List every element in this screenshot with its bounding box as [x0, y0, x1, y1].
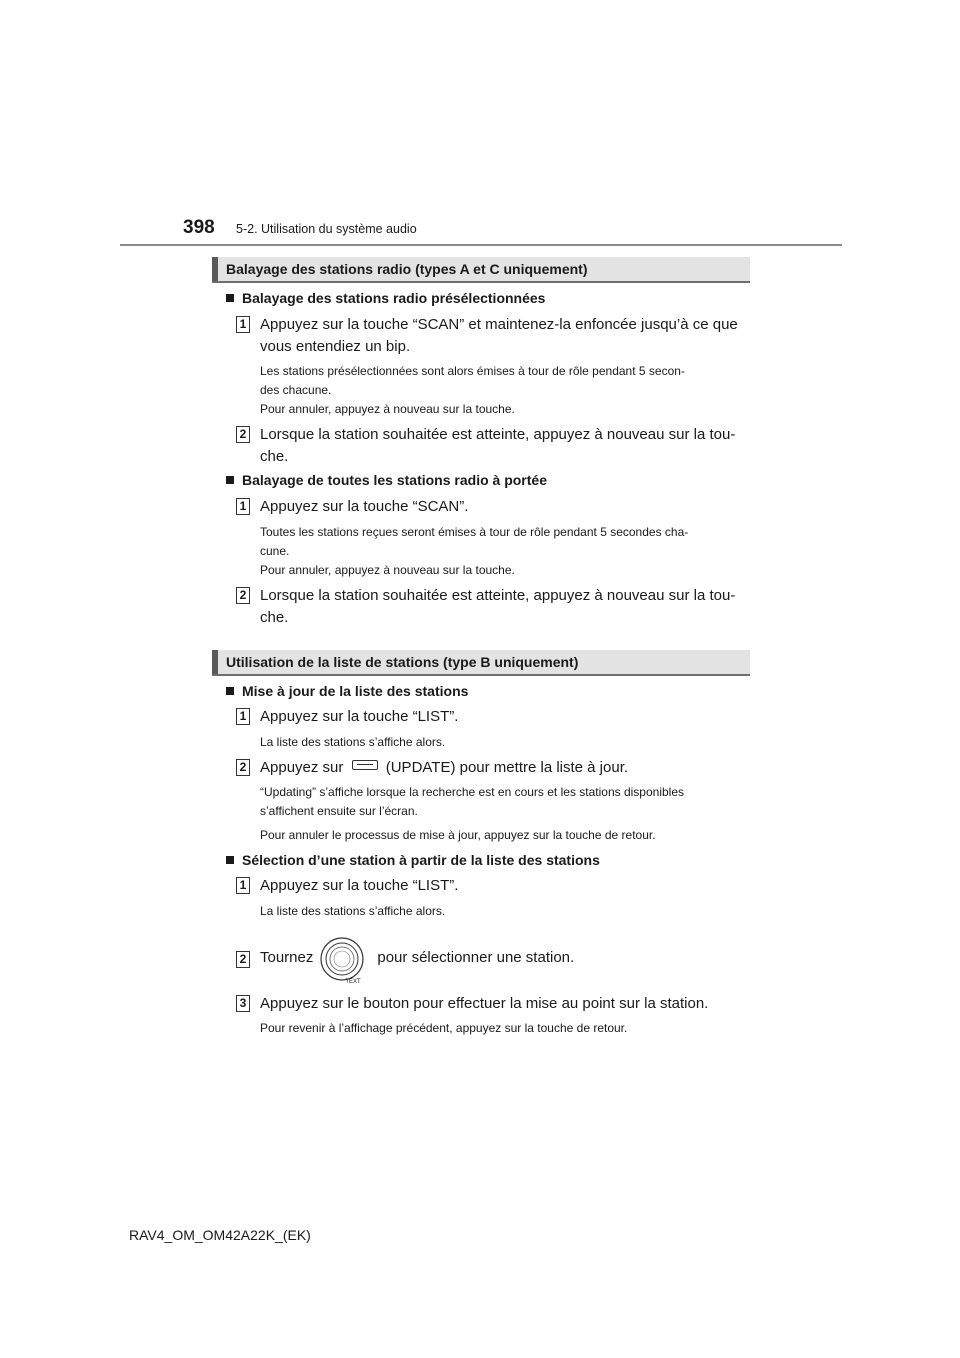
step-note — [260, 902, 750, 921]
step-note — [260, 783, 750, 821]
step-text: Appuyez sur la touche “LIST”. — [260, 877, 459, 894]
step-note — [260, 733, 750, 752]
square-bullet-icon — [226, 476, 234, 484]
step-text — [260, 936, 750, 985]
square-bullet-icon — [226, 294, 234, 302]
step-number: 2 — [236, 587, 250, 604]
subsection-heading — [226, 290, 545, 306]
step-number: 1 — [236, 877, 250, 894]
note-line: s’affichent ensuite sur l’écran. — [260, 804, 418, 818]
note-line: Toutes les stations reçues seront émises à tour de rôle pendant 5 secondes cha- — [260, 525, 689, 539]
step-text — [260, 757, 750, 779]
step-note — [260, 1019, 750, 1038]
step-number: 1 — [236, 316, 250, 333]
section-heading-text: Balayage des stations radio (types A et C uniquement) — [226, 261, 588, 277]
step-text: Lorsque la station souhaitée est atteinte, appuyez à nouveau sur la tou-che. — [260, 426, 736, 465]
knob-label: TEXT — [345, 979, 361, 985]
step-number: 1 — [236, 708, 250, 725]
subsection-heading-text: Balayage des stations radio présélectionnées — [242, 290, 546, 306]
step-number: 2 — [236, 759, 250, 776]
step-text-after: (UPDATE) pour mettre la liste à jour. — [385, 759, 629, 776]
subsection-heading — [226, 472, 547, 488]
page-number: 398 — [183, 217, 215, 238]
step-number: 1 — [236, 498, 250, 515]
note-line: cune. — [260, 544, 290, 558]
note-line: “Updating” s’affiche lorsque la recherche est en cours et les stations disponibles — [260, 785, 685, 799]
update-button-icon — [352, 760, 378, 770]
step-number: 2 — [236, 426, 250, 443]
subsection-heading-text: Mise à jour de la liste des stations — [242, 683, 469, 699]
note-line: Pour revenir à l’affichage précédent, appuyez sur la touche de retour. — [260, 1021, 628, 1035]
square-bullet-icon — [226, 687, 234, 695]
header-rule — [120, 244, 842, 246]
step-note — [260, 523, 750, 580]
step-text: Lorsque la station souhaitée est atteinte, appuyez à nouveau sur la tou-che. — [260, 587, 736, 626]
step-text-before: Tournez — [260, 949, 314, 966]
tune-knob-icon — [319, 936, 369, 985]
step-text: Appuyez sur le bouton pour effectuer la mise au point sur la station. — [260, 995, 709, 1012]
note-line: Pour annuler, appuyez à nouveau sur la touche. — [260, 402, 515, 416]
section-heading-text: Utilisation de la liste de stations (type B uniquement) — [226, 654, 579, 670]
note-line: La liste des stations s’affiche alors. — [260, 735, 446, 749]
step-number: 2 — [236, 951, 250, 968]
section-heading-scan — [212, 257, 750, 283]
section-path: 5-2. Utilisation du système audio — [236, 222, 417, 236]
step-text-after: pour sélectionner une station. — [377, 949, 575, 966]
section-heading-list — [212, 650, 750, 676]
section-heading-bar — [212, 257, 218, 281]
subsection-heading-text: Balayage de toutes les stations radio à portée — [242, 472, 547, 488]
note-line: des chacune. — [260, 383, 332, 397]
section-heading-bar — [212, 650, 218, 674]
note-line: Les stations présélectionnées sont alors émises à tour de rôle pendant 5 secon- — [260, 364, 685, 378]
subsection-heading-text: Sélection d’une station à partir de la liste des stations — [242, 852, 600, 868]
step-text: Appuyez sur la touche “SCAN” et maintenez-la enfoncée jusqu’à ce que vous entendiez un bip. — [260, 316, 738, 355]
square-bullet-icon — [226, 856, 234, 864]
step-text: Appuyez sur la touche “SCAN”. — [260, 498, 469, 515]
subsection-heading — [226, 852, 600, 868]
step-note: Pour annuler le processus de mise à jour, appuyez sur la touche de retour. — [260, 828, 656, 842]
note-line: La liste des stations s’affiche alors. — [260, 904, 446, 918]
document-code: RAV4_OM_OM42A22K_(EK) — [129, 1227, 311, 1243]
step-note — [260, 362, 750, 419]
subsection-heading — [226, 683, 468, 699]
step-number: 3 — [236, 995, 250, 1012]
note-line: Pour annuler, appuyez à nouveau sur la touche. — [260, 563, 515, 577]
step-text: Appuyez sur la touche “LIST”. — [260, 708, 459, 725]
step-text-before: Appuyez sur — [260, 759, 344, 776]
